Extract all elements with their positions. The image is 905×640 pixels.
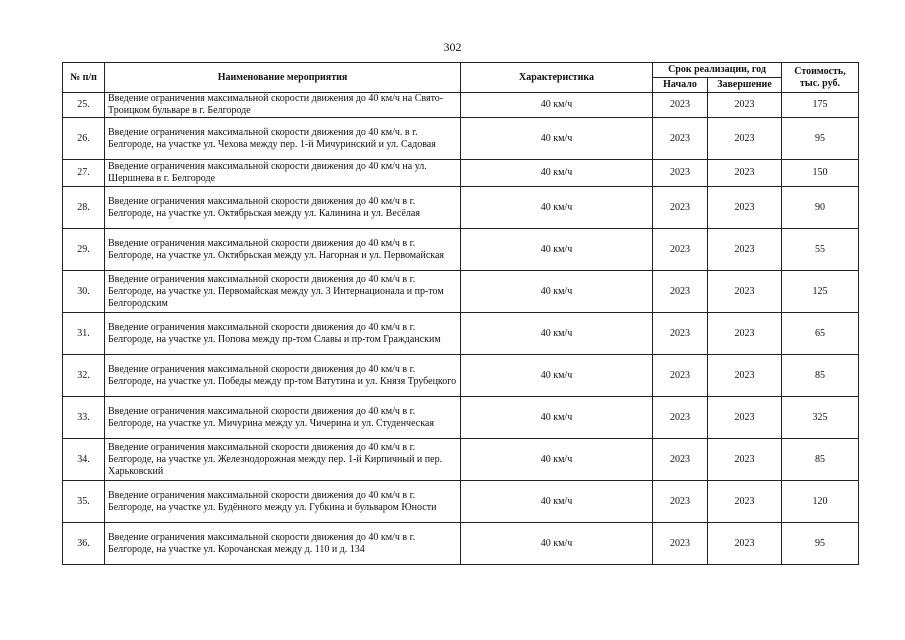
header-period: Срок реализации, год (653, 63, 782, 78)
row-start: 2023 (653, 187, 708, 229)
row-start: 2023 (653, 397, 708, 439)
row-cost: 95 (782, 523, 859, 565)
row-num: 25. (63, 93, 105, 118)
row-start: 2023 (653, 355, 708, 397)
row-characteristic: 40 км/ч (461, 397, 653, 439)
row-characteristic: 40 км/ч (461, 93, 653, 118)
table-row (63, 93, 859, 118)
row-end: 2023 (708, 481, 782, 523)
row-characteristic: 40 км/ч (461, 355, 653, 397)
row-start: 2023 (653, 118, 708, 160)
table-row (63, 439, 859, 481)
row-start: 2023 (653, 160, 708, 187)
row-cost: 120 (782, 481, 859, 523)
table-body (63, 93, 859, 565)
header-num: № п/п (63, 63, 105, 93)
row-num: 36. (63, 523, 105, 565)
table-row (63, 355, 859, 397)
row-end: 2023 (708, 118, 782, 160)
row-characteristic: 40 км/ч (461, 187, 653, 229)
row-name: Введение ограничения максимальной скорости движения до 40 км/ч в г. Белгороде, на участке ул. Октябрьская между ул. Калинина и ул. Весёлая (105, 187, 461, 229)
row-characteristic: 40 км/ч (461, 160, 653, 187)
row-end: 2023 (708, 355, 782, 397)
table-row (63, 229, 859, 271)
row-name: Введение ограничения максимальной скорости движения до 40 км/ч в г. Белгороде, на участке ул. Октябрьская между ул. Нагорная и ул. Первомайская (105, 229, 461, 271)
row-end: 2023 (708, 523, 782, 565)
row-characteristic: 40 км/ч (461, 118, 653, 160)
row-name: Введение ограничения максимальной скорости движения до 40 км/ч в г. Белгороде, на участке ул. Железнодорожная между пер. 1-й Кирпичный и пер. Харьковский (105, 439, 461, 481)
table-row (63, 160, 859, 187)
row-name: Введение ограничения максимальной скорости движения до 40 км/ч. в г. Белгороде, на участке ул. Чехова между пер. 1-й Мичуринский и ул. Садовая (105, 118, 461, 160)
table-row (63, 313, 859, 355)
row-cost: 95 (782, 118, 859, 160)
row-cost: 85 (782, 355, 859, 397)
row-end: 2023 (708, 93, 782, 118)
row-cost: 150 (782, 160, 859, 187)
row-start: 2023 (653, 439, 708, 481)
row-end: 2023 (708, 229, 782, 271)
row-num: 31. (63, 313, 105, 355)
row-cost: 175 (782, 93, 859, 118)
row-cost: 85 (782, 439, 859, 481)
table-row (63, 271, 859, 313)
row-num: 29. (63, 229, 105, 271)
row-name: Введение ограничения максимальной скорости движения до 40 км/ч в г. Белгороде, на участке ул. Будённого между ул. Губкина и бульваром Юности (105, 481, 461, 523)
row-end: 2023 (708, 439, 782, 481)
row-name: Введение ограничения максимальной скорости движения до 40 км/ч в г. Белгороде, на участке ул. Попова между пр-том Славы и пр-том Гражданским (105, 313, 461, 355)
table-row (63, 187, 859, 229)
row-name: Введение ограничения максимальной скорости движения до 40 км/ч на ул. Шершнева в г. Белгороде (105, 160, 461, 187)
row-cost: 325 (782, 397, 859, 439)
row-start: 2023 (653, 229, 708, 271)
row-characteristic: 40 км/ч (461, 313, 653, 355)
row-num: 33. (63, 397, 105, 439)
row-num: 30. (63, 271, 105, 313)
header-cost: Стоимость, тыс. руб. (782, 63, 859, 93)
row-end: 2023 (708, 160, 782, 187)
row-characteristic: 40 км/ч (461, 523, 653, 565)
row-name: Введение ограничения максимальной скорости движения до 40 км/ч на Свято-Троицком бульваре в г. Белгороде (105, 93, 461, 118)
header-start: Начало (653, 78, 708, 93)
row-cost: 65 (782, 313, 859, 355)
row-num: 35. (63, 481, 105, 523)
row-cost: 125 (782, 271, 859, 313)
header-name: Наименование мероприятия (105, 63, 461, 93)
row-num: 26. (63, 118, 105, 160)
row-name: Введение ограничения максимальной скорости движения до 40 км/ч в г. Белгороде, на участке ул. Корочанская между д. 110 и д. 134 (105, 523, 461, 565)
row-name: Введение ограничения максимальной скорости движения до 40 км/ч в г. Белгороде, на участке ул. Первомайская между ул. 3 Интернационала и пр-том Белгородским (105, 271, 461, 313)
row-name: Введение ограничения максимальной скорости движения до 40 км/ч в г. Белгороде, на участке ул. Мичурина между ул. Чичерина и ул. Студенческая (105, 397, 461, 439)
table-row (63, 118, 859, 160)
row-cost: 90 (782, 187, 859, 229)
header-characteristic: Характеристика (461, 63, 653, 93)
row-end: 2023 (708, 187, 782, 229)
row-characteristic: 40 км/ч (461, 481, 653, 523)
row-characteristic: 40 км/ч (461, 271, 653, 313)
row-start: 2023 (653, 271, 708, 313)
row-end: 2023 (708, 397, 782, 439)
row-cost: 55 (782, 229, 859, 271)
row-characteristic: 40 км/ч (461, 439, 653, 481)
measures-table (62, 62, 859, 565)
row-start: 2023 (653, 93, 708, 118)
row-num: 28. (63, 187, 105, 229)
row-end: 2023 (708, 271, 782, 313)
row-name: Введение ограничения максимальной скорости движения до 40 км/ч в г. Белгороде, на участке ул. Победы между пр-том Ватутина и ул. Князя Трубецкого (105, 355, 461, 397)
row-num: 27. (63, 160, 105, 187)
row-end: 2023 (708, 313, 782, 355)
page-number: 302 (443, 40, 462, 54)
table-row (63, 397, 859, 439)
row-num: 32. (63, 355, 105, 397)
row-start: 2023 (653, 313, 708, 355)
row-num: 34. (63, 439, 105, 481)
row-start: 2023 (653, 481, 708, 523)
table-row (63, 481, 859, 523)
header-end: Завершение (708, 78, 782, 93)
row-characteristic: 40 км/ч (461, 229, 653, 271)
row-start: 2023 (653, 523, 708, 565)
table-row (63, 523, 859, 565)
